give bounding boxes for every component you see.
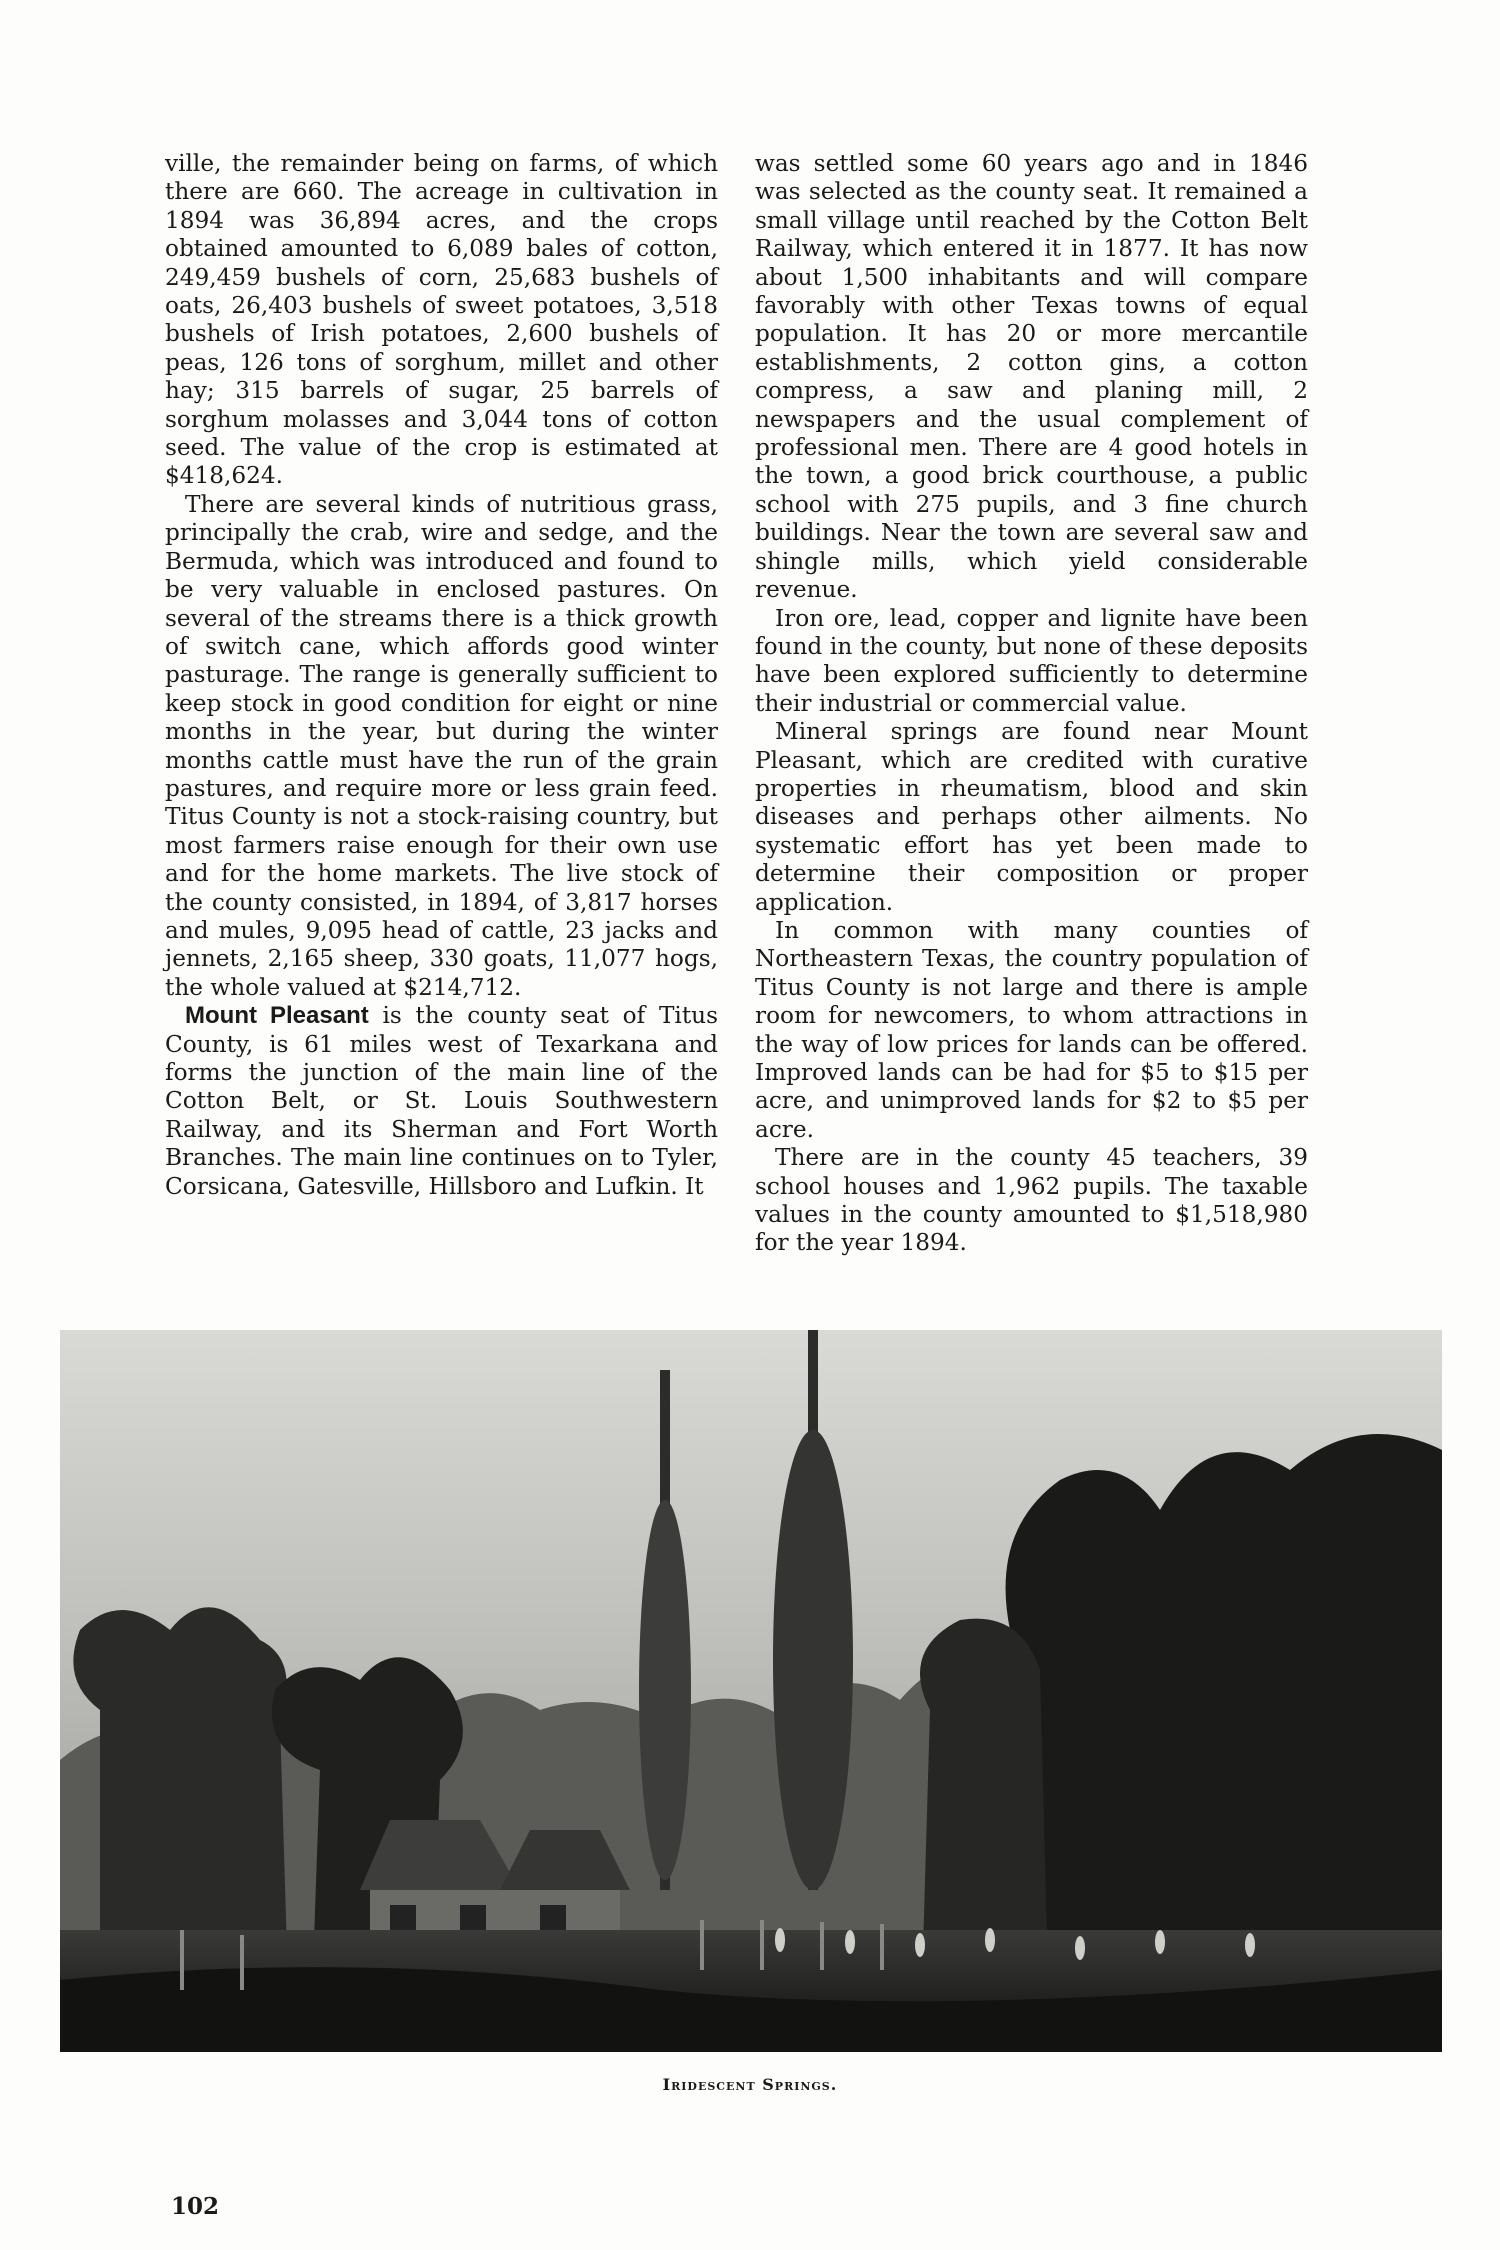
paragraph-minerals: Iron ore, lead, copper and lignite have been found in the county, but none of these deposits have been explored sufficiently to determine their industrial or commercial value. bbox=[755, 604, 1308, 717]
photo-illustration bbox=[60, 1330, 1442, 2052]
figure-caption: Iridescent Springs. bbox=[662, 2075, 838, 2094]
section-heading-mount-pleasant: Mount Pleasant bbox=[185, 1002, 369, 1030]
paragraph-mineral-springs: Mineral springs are found near Mount Pleasant, which are credited with curative properties in rheumatism, blood and skin diseases and perhaps other ailments. No systematic effort has yet been made to determine their composition or proper application. bbox=[755, 718, 1308, 916]
right-column bbox=[755, 150, 1308, 1258]
page-number: 102 bbox=[171, 2193, 220, 2220]
paragraph-mount-pleasant-text: is the county seat of Titus County, is 61 miles west of Texarkana and forms the junction of the main line of the Cotton Belt, or St. Louis Southwestern Railway, and its Sherman and Fort Worth Branches. The main line continues on to Tyler, Corsicana, Gatesville, Hillsboro and Lufkin. It bbox=[165, 1002, 718, 1200]
paragraph-population: In common with many counties of Northeastern Texas, the country population of Titus County is not large and there is ample room for newcomers, to whom attractions in the way of low prices for lands can be offered. Improved lands can be had for $5 to $15 per acre, and unimproved lands for $2 to $5 per acre. bbox=[755, 916, 1308, 1143]
paragraph-crops: ville, the remainder being on farms, of which there are 660. The acreage in cultivation in 1894 was 36,894 acres, and the crops obtained amounted to 6,089 bales of cotton, 249,459 bushels of corn, 25,683 bushels of oats, 26,403 bushels of sweet potatoes, 3,518 bushels of Irish potatoes, 2,600 bushels of peas, 126 tons of sorghum, millet and other hay; 315 barrels of sugar, 25 barrels of sorghum molasses and 3,044 tons of cotton seed. The value of the crop is estimated at $418,624. bbox=[165, 150, 718, 490]
paragraph-schools: There are in the county 45 teachers, 39 school houses and 1,962 pupils. The taxable values in the county amounted to $1,518,980 for the year 1894. bbox=[755, 1144, 1308, 1257]
springs-photograph bbox=[60, 1330, 1442, 2052]
paragraph-mount-pleasant bbox=[165, 1002, 718, 1201]
paragraph-grass-livestock: There are several kinds of nutritious grass, principally the crab, wire and sedge, and the Bermuda, which was introduced and found to be very valuable in enclosed pastures. On several of the streams there is a thick growth of switch cane, which affords good winter pasturage. The range is generally sufficient to keep stock in good condition for eight or nine months in the year, but during the winter months cattle must have the run of the grain pastures, and require more or less grain feed. Titus County is not a stock-raising country, but most farmers raise enough for their own use and for the home markets. The live stock of the county consisted, in 1894, of 3,817 horses and mules, 9,095 head of cattle, 23 jacks and jennets, 2,165 sheep, 330 goats, 11,077 hogs, the whole valued at $214,712. bbox=[165, 490, 718, 1001]
paragraph-settlement: was settled some 60 years ago and in 1846 was selected as the county seat. It remained a small village until reached by the Cotton Belt Railway, which entered it in 1877. It has now about 1,500 inhabitants and will compare favorably with other Texas towns of equal population. It has 20 or more mercantile establishments, 2 cotton gins, a cotton compress, a saw and planing mill, 2 newspapers and the usual complement of professional men. There are 4 good hotels in the town, a good brick courthouse, a public school with 275 pupils, and 3 fine church buildings. Near the town are several saw and shingle mills, which yield considerable revenue. bbox=[755, 150, 1308, 604]
left-column bbox=[165, 150, 718, 1201]
